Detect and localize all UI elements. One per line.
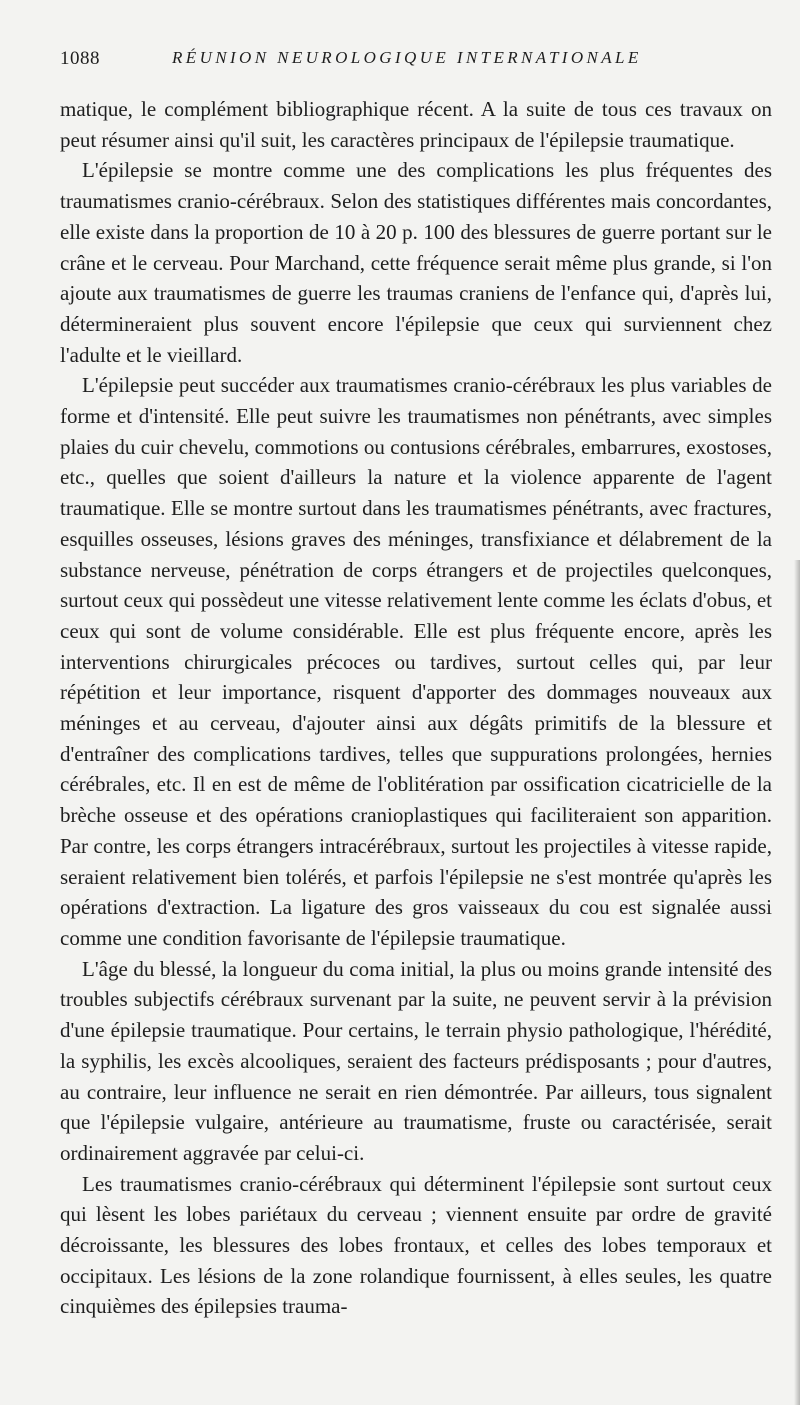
paragraph-traumatism-types: L'épilepsie peut succéder aux traumatismes cranio-cérébraux les plus variables de forme et d'intensité. Elle peut suivre les traumatismes non pénétrants, avec simples plaies du cuir chevelu, commotions ou contusions cérébrales, embarrures, exostoses, etc., quelles que soient d'ailleurs la nature et la violence apparente de l'agent traumatique. Elle se montre surtout dans les traumatismes pénétrants, avec fractures, esquilles osseuses, lésions graves des méninges, transfixiance et délabrement de la substance nerveuse, pénétration de corps étrangers et de projectiles quelconques, surtout ceux qui possèdeut une vitesse relativement lente comme les éclats d'obus, et ceux qui sont de volume considérable. Elle est plus fréquente encore, après les interventions chirurgicales précoces ou tardives, surtout celles qui, par leur répétition et leur importance, risquent d'apporter des dommages nouveaux aux méninges et au cerveau, d'ajouter ainsi aux dégâts primitifs de la blessure et d'entraîner des complications tardives, telles que suppurations prolongées, hernies cérébrales, etc. Il en est de même de l'oblitération par ossification cicatricielle de la brèche osseuse et des opérations cranioplastiques qui faciliteraient son apparition. Par contre, les corps étrangers intracérébraux, surtout les projectiles à vitesse rapide, seraient relativement bien tolérés, et parfois l'épilepsie ne s'est montrée qu'après les opérations d'extraction. La ligature des gros vaisseaux du cou est signalée aussi comme une condition favorisante de l'épilepsie traumatique. <box>60 373 772 950</box>
running-title: RÉUNION NEUROLOGIQUE INTERNATIONALE <box>172 48 642 67</box>
scan-shadow-edge <box>794 560 800 1405</box>
paragraph-lobe-localization: Les traumatismes cranio-cérébraux qui déterminent l'épilepsie sont surtout ceux qui lèsent les lobes pariétaux du cerveau ; viennent ensuite par ordre de gravité décroissante, les blessures des lobes frontaux, et celles des lobes temporaux et occipitaux. Les lésions de la zone rolandique fournissent, à elles seules, les quatre cinquièmes des épilepsies trauma- <box>60 1171 772 1319</box>
page-header <box>60 48 760 74</box>
paragraph-frequency: L'épilepsie se montre comme une des complications les plus fréquentes des traumatismes cranio-cérébraux. Selon des statistiques différentes mais concordantes, elle existe dans la proportion de 10 à 20 p. 100 des blessures de guerre portant sur le crâne et le cerveau. Pour Marchand, cette fréquence serait même plus grande, si l'on ajoute aux traumatismes de guerre les traumas craniens de l'enfance qui, d'après lui, détermineraient plus souvent encore l'épilepsie que ceux qui surviennent chez l'adulte et le vieillard. <box>60 158 772 367</box>
page-number: 1088 <box>60 48 100 69</box>
body-text <box>60 94 772 1322</box>
paragraph-continuation: matique, le complément bibliographique récent. A la suite de tous ces travaux on peut résumer ainsi qu'il suit, les caractères principaux de l'épilepsie traumatique. <box>60 97 772 152</box>
paragraph-predisposing-factors: L'âge du blessé, la longueur du coma initial, la plus ou moins grande intensité des troubles subjectifs cérébraux survenant par la suite, ne peuvent servir à la prévision d'une épilepsie traumatique. Pour certains, le terrain physio pathologique, l'hérédité, la syphilis, les excès alcooliques, seraient des facteurs prédisposants ; pour d'autres, au contraire, leur influence ne serait en rien démontrée. Par ailleurs, tous signalent que l'épilepsie vulgaire, antérieure au traumatisme, fruste ou caractérisée, serait ordinairement aggravée par celui-ci. <box>60 956 772 1165</box>
